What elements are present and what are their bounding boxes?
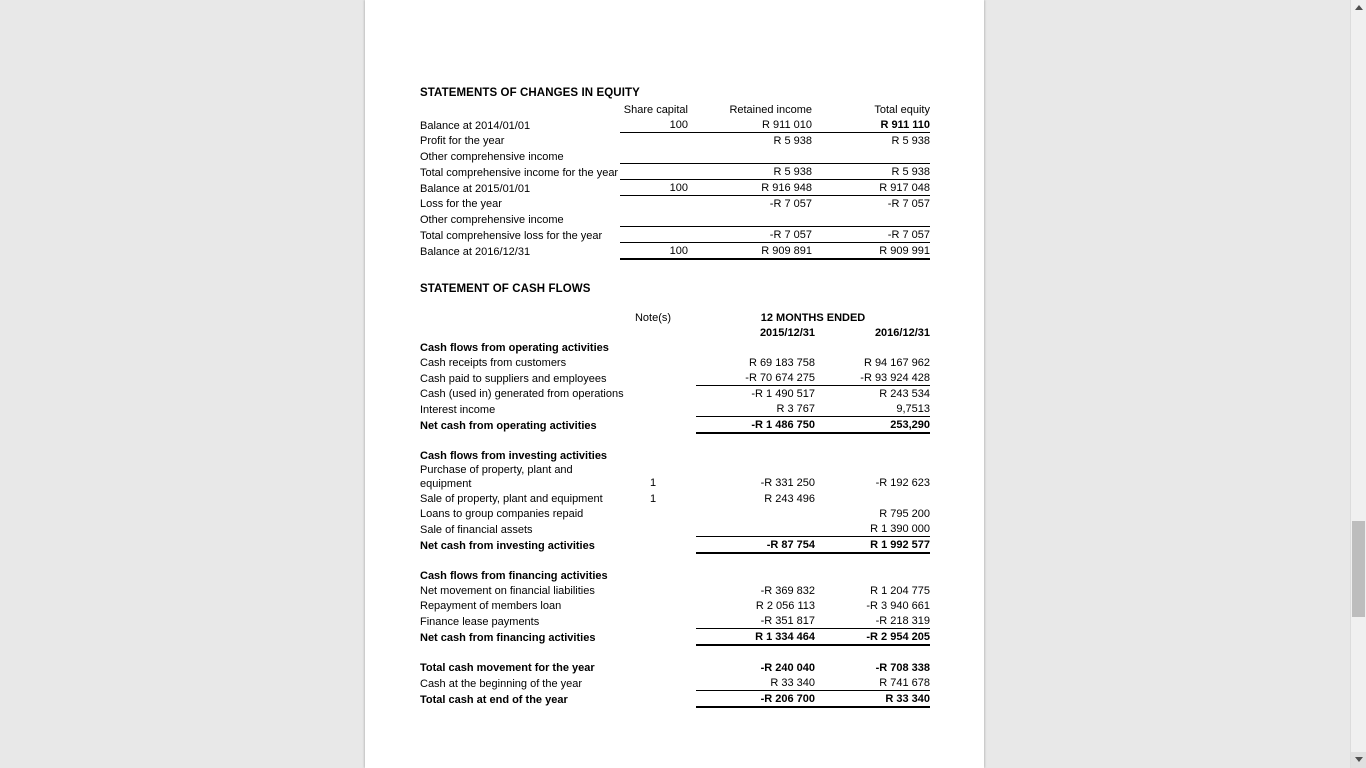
row-value-2015 [696, 521, 815, 537]
total-value-2016: 253,290 [815, 417, 930, 434]
empty-cell [815, 448, 930, 463]
table-row [420, 355, 930, 370]
row-note [610, 613, 696, 629]
row-share-capital [620, 227, 688, 243]
financing-heading: Cash flows from financing activities [420, 570, 608, 582]
row-retained-income: -R 7 057 [688, 227, 812, 243]
empty-cell [815, 568, 930, 583]
total-cash-movement-row [420, 660, 930, 675]
statement-of-cash-flows-table [420, 310, 930, 711]
row-share-capital: 100 [669, 119, 688, 131]
row-share-capital [620, 133, 688, 149]
table-row [420, 491, 930, 506]
table-row [420, 133, 930, 149]
row-value-2016: -R 192 623 [875, 477, 930, 489]
spacer-row [420, 557, 930, 568]
equity-header-share-capital: Share capital [623, 104, 688, 116]
row-share-capital [620, 164, 688, 180]
row-retained-income [688, 148, 812, 164]
total-value-2016: -R 2 954 205 [815, 629, 930, 646]
row-value-2016: R 94 167 962 [863, 357, 930, 369]
cashflow-header-period: 12 MONTHS ENDED [760, 312, 866, 324]
operating-heading-row [420, 340, 930, 355]
spacer-cell [696, 649, 815, 660]
row-label: Total cash at end of the year [420, 694, 568, 706]
row-note [610, 401, 696, 417]
cash-ending-row [420, 691, 930, 708]
row-label: Loans to group companies repaid [420, 508, 584, 520]
financing-total-row [420, 629, 930, 646]
row-value-2016: R 795 200 [879, 508, 930, 520]
document-page [365, 0, 984, 768]
row-value-2015: R 69 183 758 [748, 357, 815, 369]
cashflow-header-blank-2 [420, 325, 610, 340]
cashflow-header-notes: Note(s) [634, 312, 672, 324]
total-value-2016: R 1 992 577 [815, 537, 930, 554]
row-note [610, 370, 696, 386]
table-row [420, 583, 930, 598]
empty-cell [696, 568, 815, 583]
row-label: Profit for the year [420, 135, 505, 147]
row-note: 1 [649, 493, 657, 505]
row-label: Cash receipts from customers [420, 357, 567, 369]
table-row [420, 613, 930, 629]
row-share-capital: 100 [620, 180, 688, 196]
row-share-capital [620, 148, 688, 164]
row-total-equity [812, 148, 930, 164]
row-label: Loss for the year [420, 198, 502, 210]
spacer-cell [420, 437, 610, 448]
row-total-equity: R 917 048 [812, 180, 930, 196]
row-note: 1 [649, 477, 657, 489]
row-note [610, 506, 696, 521]
row-value-2015 [696, 506, 815, 521]
equity-section-title: STATEMENTS OF CHANGES IN EQUITY [420, 87, 640, 99]
row-value-2016: 9,7513 [896, 403, 930, 415]
cashflow-header-year-2016: 2016/12/31 [874, 327, 930, 339]
empty-cell [696, 340, 815, 355]
row-label: Finance lease payments [420, 615, 540, 628]
row-value-2015: -R 70 674 275 [745, 372, 815, 384]
row-retained-income: -R 7 057 [688, 196, 812, 212]
row-value-2015: R 3 767 [776, 403, 815, 415]
equity-header-retained-income: Retained income [729, 104, 812, 116]
closing-rule [688, 259, 812, 263]
table-row [420, 148, 930, 164]
row-retained-income: R 5 938 [688, 133, 812, 149]
vertical-scrollbar[interactable] [1350, 0, 1366, 768]
row-value-2016: R 1 390 000 [870, 523, 930, 535]
total-label: Net cash from operating activities [420, 420, 597, 432]
investing-heading: Cash flows from investing activities [420, 450, 608, 462]
row-value-2015: R 33 340 [770, 677, 815, 689]
empty-cell [610, 675, 696, 691]
financial-statement-sheet [420, 0, 976, 768]
equity-header-label [420, 102, 620, 117]
row-retained-income: R 911 010 [762, 119, 812, 131]
spacer-cell [815, 437, 930, 448]
table-row [420, 521, 930, 537]
empty-cell [610, 629, 696, 646]
table-row [420, 386, 930, 402]
spacer-cell [610, 437, 696, 448]
row-total-equity [812, 211, 930, 227]
row-value-2016: R 1 204 775 [870, 585, 930, 597]
empty-cell [696, 448, 815, 463]
row-value-2015: -R 240 040 [760, 662, 815, 674]
scroll-up-button[interactable] [1351, 0, 1366, 16]
row-label: Sale of property, plant and equipment [420, 493, 603, 505]
spacer-cell [420, 259, 620, 263]
row-label: Balance at 2015/01/01 [420, 182, 531, 195]
row-share-capital: 100 [620, 243, 688, 260]
spacer-cell [420, 557, 610, 568]
row-note [610, 583, 696, 598]
row-value-2016: -R 708 338 [875, 662, 930, 674]
table-row [420, 196, 930, 212]
row-total-equity: R 5 938 [812, 133, 930, 149]
table-row [420, 117, 930, 133]
spacer-cell [815, 557, 930, 568]
row-value-2015: -R 351 817 [760, 615, 815, 627]
cashflow-section-title: STATEMENT OF CASH FLOWS [420, 283, 591, 295]
spacer-row [420, 437, 930, 448]
table-row [420, 598, 930, 613]
cashflow-header-notes-blank [610, 325, 696, 340]
cashflow-header-row-1 [420, 310, 930, 325]
financing-heading-row [420, 568, 930, 583]
row-label: Total cash movement for the year [420, 662, 595, 674]
closing-rule [812, 259, 930, 263]
row-label: Cash paid to suppliers and employees [420, 372, 607, 385]
investing-total-row [420, 537, 930, 554]
row-label: Total comprehensive income for the year [420, 166, 619, 179]
row-total-equity: R 909 991 [812, 243, 930, 260]
table-row [420, 227, 930, 243]
row-value-2015: R 2 056 113 [755, 600, 815, 612]
table-row [420, 401, 930, 417]
scrollbar-track[interactable] [1351, 16, 1366, 752]
row-label: Interest income [420, 403, 496, 416]
row-value-2016: -R 3 940 661 [866, 600, 930, 612]
cashflow-closing-rule-row [420, 707, 930, 711]
empty-cell [610, 537, 696, 554]
table-row [420, 370, 930, 386]
empty-cell [610, 691, 696, 708]
row-retained-income: R 5 938 [688, 164, 812, 180]
scroll-down-button[interactable] [1351, 752, 1366, 768]
row-share-capital [620, 196, 688, 212]
table-row [420, 180, 930, 196]
table-row [420, 164, 930, 180]
row-value-2016 [815, 491, 930, 506]
triangle-up-icon [1355, 5, 1363, 10]
spacer-cell [420, 649, 610, 660]
closing-rule [815, 707, 930, 711]
table-row [420, 211, 930, 227]
scrollbar-thumb[interactable] [1352, 521, 1365, 617]
row-value-2016: R 33 340 [815, 691, 930, 708]
row-label: Sale of financial assets [420, 523, 533, 536]
row-total-equity: R 911 110 [880, 119, 930, 131]
row-label: Other comprehensive income [420, 213, 564, 226]
spacer-cell [815, 649, 930, 660]
closing-rule [620, 259, 688, 263]
closing-rule [696, 707, 815, 711]
operating-total-row [420, 417, 930, 434]
row-total-equity: R 5 938 [812, 164, 930, 180]
spacer-cell [610, 707, 696, 711]
row-note [610, 521, 696, 537]
row-value-2015: -R 369 832 [760, 585, 815, 597]
row-label: Balance at 2016/12/31 [420, 246, 531, 258]
row-label: Cash (used in) generated from operations [420, 388, 624, 400]
row-value-2016: R 243 534 [815, 386, 930, 402]
cashflow-header-blank [420, 310, 610, 325]
row-label: Repayment of members loan [420, 600, 562, 612]
row-value-2015: -R 331 250 [760, 477, 815, 489]
row-label: Total comprehensive loss for the year [420, 229, 603, 242]
total-value-2015: -R 87 754 [696, 537, 815, 554]
row-label: Other comprehensive income [420, 150, 564, 163]
row-value-2016: -R 93 924 428 [860, 372, 930, 384]
cash-beginning-row [420, 675, 930, 691]
row-value-2015: -R 1 490 517 [696, 386, 815, 402]
row-retained-income: R 909 891 [688, 243, 812, 260]
cashflow-header-row-2 [420, 325, 930, 340]
row-note [610, 355, 696, 370]
row-label: Balance at 2014/01/01 [420, 119, 531, 132]
empty-cell [610, 568, 696, 583]
spacer-cell [696, 437, 815, 448]
row-retained-income [688, 211, 812, 227]
empty-cell [610, 660, 696, 675]
row-total-equity: -R 7 057 [812, 196, 930, 212]
empty-cell [610, 340, 696, 355]
table-row [420, 506, 930, 521]
spacer-cell [420, 707, 610, 711]
spacer-row [420, 649, 930, 660]
total-label: Net cash from financing activities [420, 632, 596, 644]
triangle-down-icon [1355, 757, 1363, 762]
row-value-2016: R 741 678 [879, 677, 930, 689]
row-total-equity: -R 7 057 [812, 227, 930, 243]
empty-cell [610, 448, 696, 463]
total-value-2015: -R 1 486 750 [696, 417, 815, 434]
row-label: Net movement on financial liabilities [420, 585, 595, 597]
empty-cell [610, 417, 696, 434]
row-retained-income: R 916 948 [688, 180, 812, 196]
statements-of-changes-in-equity-table [420, 102, 930, 263]
row-value-2015: -R 206 700 [696, 691, 815, 708]
row-label: Cash at the beginning of the year [420, 677, 583, 690]
row-label: Purchase of property, plant and equipment [420, 464, 573, 490]
spacer-cell [610, 649, 696, 660]
empty-cell [815, 340, 930, 355]
row-value-2015: R 243 496 [764, 493, 815, 505]
equity-closing-rule-row [420, 259, 930, 263]
table-header-row [420, 102, 930, 117]
spacer-cell [696, 557, 815, 568]
cashflow-header-year-2015: 2015/12/31 [759, 327, 815, 339]
row-share-capital [620, 211, 688, 227]
total-label: Net cash from investing activities [420, 540, 595, 552]
investing-heading-row [420, 448, 930, 463]
equity-header-total-equity: Total equity [874, 104, 930, 116]
row-note [610, 598, 696, 613]
total-value-2015: R 1 334 464 [696, 629, 815, 646]
table-row [420, 243, 930, 260]
operating-heading: Cash flows from operating activities [420, 342, 609, 354]
row-value-2016: -R 218 319 [875, 615, 930, 627]
spacer-cell [610, 557, 696, 568]
